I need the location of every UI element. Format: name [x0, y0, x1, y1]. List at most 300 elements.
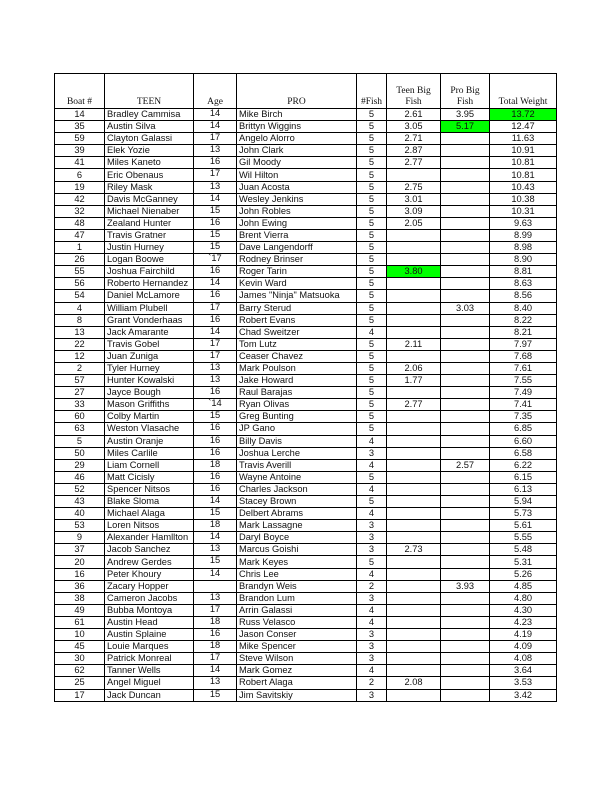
- cell-age: 16: [194, 423, 237, 435]
- cell-teen-big-fish: [387, 653, 441, 665]
- cell-total-weight: 5.61: [490, 520, 557, 532]
- cell-total-weight: 10.43: [490, 181, 557, 193]
- cell-pro: Angelo Alorro: [237, 133, 357, 145]
- cell-total-weight: 6.22: [490, 459, 557, 471]
- cell-boat: 41: [55, 157, 105, 169]
- table-row: [55, 109, 557, 121]
- cell-fish: 5: [357, 121, 387, 133]
- cell-teen-big-fish: [387, 326, 441, 338]
- cell-boat: 38: [55, 592, 105, 604]
- cell-total-weight: 7.68: [490, 350, 557, 362]
- cell-pro-big-fish: [441, 435, 490, 447]
- cell-teen-big-fish: 3.05: [387, 121, 441, 133]
- cell-teen: Zacary Hopper: [105, 580, 194, 592]
- cell-pro-big-fish: [441, 387, 490, 399]
- cell-teen: Juan Zuniga: [105, 350, 194, 362]
- cell-teen-big-fish: 2.08: [387, 677, 441, 689]
- cell-pro: Delbert Abrams: [237, 508, 357, 520]
- cell-pro-big-fish: [441, 532, 490, 544]
- cell-pro-big-fish: [441, 447, 490, 459]
- cell-age: 17: [194, 350, 237, 362]
- cell-fish: 4: [357, 665, 387, 677]
- table-row: [55, 314, 557, 326]
- cell-pro-big-fish: [441, 604, 490, 616]
- cell-total-weight: 7.55: [490, 375, 557, 387]
- cell-teen-big-fish: [387, 556, 441, 568]
- cell-pro-big-fish: [441, 181, 490, 193]
- cell-pro: Brent Vierra: [237, 229, 357, 241]
- header-fish: #Fish: [357, 74, 387, 109]
- cell-fish: 5: [357, 157, 387, 169]
- cell-pro-big-fish: 3.95: [441, 109, 490, 121]
- cell-teen-big-fish: 3.09: [387, 205, 441, 217]
- cell-age: 14: [194, 193, 237, 205]
- cell-age: 14: [194, 496, 237, 508]
- header-pro-big-fish-label: Pro Big Fish: [450, 86, 480, 107]
- cell-teen: Zealand Hunter: [105, 217, 194, 229]
- cell-teen: Miles Kaneto: [105, 157, 194, 169]
- cell-pro-big-fish: [441, 616, 490, 628]
- cell-teen: William Plubell: [105, 302, 194, 314]
- cell-age: 13: [194, 592, 237, 604]
- cell-total-weight: 4.23: [490, 616, 557, 628]
- cell-teen: Blake Sloma: [105, 496, 194, 508]
- cell-pro: Steve Wilson: [237, 653, 357, 665]
- cell-fish: 4: [357, 459, 387, 471]
- cell-fish: 5: [357, 133, 387, 145]
- cell-teen-big-fish: [387, 229, 441, 241]
- table-row: [55, 568, 557, 580]
- cell-boat: 53: [55, 520, 105, 532]
- cell-teen-big-fish: [387, 302, 441, 314]
- cell-fish: 3: [357, 520, 387, 532]
- cell-pro: Ryan Olivas: [237, 399, 357, 411]
- cell-teen-big-fish: [387, 471, 441, 483]
- cell-teen-big-fish: [387, 435, 441, 447]
- table-row: [55, 121, 557, 133]
- cell-age: 16: [194, 483, 237, 495]
- cell-total-weight: 5.31: [490, 556, 557, 568]
- cell-age: 14: [194, 109, 237, 121]
- cell-age: 17: [194, 169, 237, 181]
- header-teen-big-fish-label: Teen Big Fish: [396, 86, 431, 107]
- cell-teen-big-fish: [387, 496, 441, 508]
- cell-pro: Rodney Brinser: [237, 254, 357, 266]
- cell-boat: 22: [55, 338, 105, 350]
- cell-pro-big-fish: [441, 350, 490, 362]
- cell-fish: 5: [357, 205, 387, 217]
- cell-pro-big-fish: [441, 217, 490, 229]
- cell-teen: Andrew Gerdes: [105, 556, 194, 568]
- cell-age: 13: [194, 375, 237, 387]
- cell-age: 16: [194, 290, 237, 302]
- cell-boat: 61: [55, 616, 105, 628]
- cell-pro-big-fish: [441, 508, 490, 520]
- cell-fish: 5: [357, 145, 387, 157]
- cell-total-weight: 10.38: [490, 193, 557, 205]
- cell-boat: 43: [55, 496, 105, 508]
- cell-teen-big-fish: 2.77: [387, 157, 441, 169]
- cell-boat: 5: [55, 435, 105, 447]
- cell-teen: Daniel McLamore: [105, 290, 194, 302]
- cell-total-weight: 8.81: [490, 266, 557, 278]
- table-row: [55, 556, 557, 568]
- cell-teen-big-fish: [387, 520, 441, 532]
- cell-age: 14: [194, 121, 237, 133]
- cell-total-weight: 5.48: [490, 544, 557, 556]
- cell-boat: 42: [55, 193, 105, 205]
- cell-pro: Wesley Jenkins: [237, 193, 357, 205]
- cell-boat: 56: [55, 278, 105, 290]
- cell-teen-big-fish: [387, 387, 441, 399]
- cell-teen: Weston Vlasache: [105, 423, 194, 435]
- cell-pro-big-fish: 5.17: [441, 121, 490, 133]
- cell-teen: Austin Oranje: [105, 435, 194, 447]
- cell-pro: Mark Lassagne: [237, 520, 357, 532]
- table-row: [55, 689, 557, 701]
- table-row: [55, 302, 557, 314]
- cell-teen: Davis McGanney: [105, 193, 194, 205]
- cell-total-weight: 5.26: [490, 568, 557, 580]
- cell-pro: Roger Tarin: [237, 266, 357, 278]
- table-row: [55, 145, 557, 157]
- cell-pro-big-fish: [441, 375, 490, 387]
- cell-age: 13: [194, 362, 237, 374]
- cell-teen-big-fish: [387, 616, 441, 628]
- header-total-weight: Total Weight: [490, 74, 557, 109]
- cell-pro-big-fish: [441, 157, 490, 169]
- table-body: [55, 109, 557, 702]
- cell-teen: Michael Alaga: [105, 508, 194, 520]
- cell-age: `14: [194, 399, 237, 411]
- cell-teen: Travis Gobel: [105, 338, 194, 350]
- cell-teen: Austin Head: [105, 616, 194, 628]
- cell-boat: 27: [55, 387, 105, 399]
- cell-pro: Chris Lee: [237, 568, 357, 580]
- table-row: [55, 375, 557, 387]
- cell-fish: 5: [357, 314, 387, 326]
- cell-pro-big-fish: [441, 362, 490, 374]
- table-row: [55, 350, 557, 362]
- table-row: [55, 580, 557, 592]
- cell-age: [194, 580, 237, 592]
- cell-age: 15: [194, 411, 237, 423]
- cell-pro: Russ Velasco: [237, 616, 357, 628]
- cell-teen: Liam Cornell: [105, 459, 194, 471]
- cell-boat: 62: [55, 665, 105, 677]
- cell-boat: 37: [55, 544, 105, 556]
- cell-teen: Jayce Bough: [105, 387, 194, 399]
- cell-teen-big-fish: [387, 459, 441, 471]
- cell-boat: 8: [55, 314, 105, 326]
- cell-total-weight: 4.19: [490, 629, 557, 641]
- cell-fish: 5: [357, 362, 387, 374]
- header-pro: PRO: [237, 74, 357, 109]
- table-row: [55, 169, 557, 181]
- cell-teen: Spencer Nitsos: [105, 483, 194, 495]
- cell-boat: 50: [55, 447, 105, 459]
- table-row: [55, 629, 557, 641]
- cell-total-weight: 8.22: [490, 314, 557, 326]
- cell-age: 16: [194, 435, 237, 447]
- cell-total-weight: 6.13: [490, 483, 557, 495]
- cell-pro: Tom Lutz: [237, 338, 357, 350]
- cell-age: 15: [194, 205, 237, 217]
- cell-teen-big-fish: 2.05: [387, 217, 441, 229]
- cell-age: 16: [194, 266, 237, 278]
- cell-boat: 33: [55, 399, 105, 411]
- cell-teen: Austin Silva: [105, 121, 194, 133]
- cell-fish: 5: [357, 471, 387, 483]
- cell-boat: 29: [55, 459, 105, 471]
- table-row: [55, 254, 557, 266]
- cell-pro-big-fish: [441, 677, 490, 689]
- cell-teen-big-fish: [387, 629, 441, 641]
- cell-fish: 5: [357, 411, 387, 423]
- table-row: [55, 544, 557, 556]
- cell-pro: Greg Bunting: [237, 411, 357, 423]
- cell-age: 16: [194, 217, 237, 229]
- cell-fish: 2: [357, 580, 387, 592]
- cell-teen-big-fish: [387, 532, 441, 544]
- cell-age: `17: [194, 254, 237, 266]
- cell-fish: 4: [357, 616, 387, 628]
- cell-pro-big-fish: [441, 205, 490, 217]
- cell-fish: 5: [357, 496, 387, 508]
- cell-boat: 30: [55, 653, 105, 665]
- header-boat: Boat #: [55, 74, 105, 109]
- cell-age: 18: [194, 616, 237, 628]
- table-row: [55, 423, 557, 435]
- cell-age: 14: [194, 532, 237, 544]
- cell-total-weight: 10.81: [490, 157, 557, 169]
- table-row: [55, 616, 557, 628]
- table-row: [55, 508, 557, 520]
- cell-teen: Miles Carlile: [105, 447, 194, 459]
- cell-teen: Logan Boowe: [105, 254, 194, 266]
- cell-total-weight: 6.60: [490, 435, 557, 447]
- cell-boat: 9: [55, 532, 105, 544]
- table-row: [55, 193, 557, 205]
- cell-teen: Austin Splaine: [105, 629, 194, 641]
- cell-fish: 4: [357, 435, 387, 447]
- cell-fish: 5: [357, 399, 387, 411]
- cell-fish: 4: [357, 604, 387, 616]
- cell-teen-big-fish: [387, 689, 441, 701]
- cell-pro-big-fish: [441, 399, 490, 411]
- table-row: [55, 447, 557, 459]
- table-row: [55, 483, 557, 495]
- cell-teen: Louie Marques: [105, 641, 194, 653]
- table-row: [55, 653, 557, 665]
- cell-age: 18: [194, 520, 237, 532]
- cell-teen: Roberto Hernandez: [105, 278, 194, 290]
- cell-boat: 1: [55, 242, 105, 254]
- cell-pro: Jake Howard: [237, 375, 357, 387]
- cell-total-weight: 7.35: [490, 411, 557, 423]
- cell-teen: Tanner Wells: [105, 665, 194, 677]
- cell-age: 17: [194, 338, 237, 350]
- table-row: [55, 290, 557, 302]
- cell-total-weight: 7.49: [490, 387, 557, 399]
- cell-pro: John Clark: [237, 145, 357, 157]
- cell-boat: 32: [55, 205, 105, 217]
- table-row: [55, 459, 557, 471]
- table-row: [55, 338, 557, 350]
- cell-teen-big-fish: [387, 483, 441, 495]
- cell-fish: 5: [357, 193, 387, 205]
- cell-pro-big-fish: [441, 254, 490, 266]
- cell-teen: Angel Miguel: [105, 677, 194, 689]
- cell-pro-big-fish: [441, 314, 490, 326]
- cell-pro-big-fish: [441, 520, 490, 532]
- cell-teen: Joshua Fairchild: [105, 266, 194, 278]
- cell-pro-big-fish: [441, 689, 490, 701]
- cell-total-weight: 10.31: [490, 205, 557, 217]
- cell-fish: 3: [357, 592, 387, 604]
- cell-teen-big-fish: [387, 314, 441, 326]
- table-row: [55, 278, 557, 290]
- cell-fish: 3: [357, 544, 387, 556]
- cell-pro-big-fish: 3.03: [441, 302, 490, 314]
- cell-teen-big-fish: 2.11: [387, 338, 441, 350]
- cell-fish: 3: [357, 447, 387, 459]
- cell-age: 13: [194, 544, 237, 556]
- cell-age: 18: [194, 459, 237, 471]
- cell-total-weight: 5.94: [490, 496, 557, 508]
- cell-boat: 55: [55, 266, 105, 278]
- cell-age: 13: [194, 677, 237, 689]
- cell-pro: Stacey Brown: [237, 496, 357, 508]
- cell-pro-big-fish: [441, 665, 490, 677]
- cell-teen-big-fish: 2.73: [387, 544, 441, 556]
- cell-total-weight: 7.97: [490, 338, 557, 350]
- cell-total-weight: 8.98: [490, 242, 557, 254]
- cell-fish: 5: [357, 278, 387, 290]
- cell-fish: 5: [357, 242, 387, 254]
- cell-pro: Arrin Galassi: [237, 604, 357, 616]
- cell-pro-big-fish: [441, 326, 490, 338]
- cell-pro: Mark Keyes: [237, 556, 357, 568]
- cell-pro-big-fish: [441, 568, 490, 580]
- table-row: [55, 411, 557, 423]
- cell-pro: Mike Spencer: [237, 641, 357, 653]
- cell-pro-big-fish: [441, 556, 490, 568]
- cell-pro: Jason Conser: [237, 629, 357, 641]
- cell-teen-big-fish: [387, 411, 441, 423]
- cell-age: 17: [194, 653, 237, 665]
- cell-fish: 5: [357, 338, 387, 350]
- cell-age: 14: [194, 665, 237, 677]
- cell-teen: Peter Khoury: [105, 568, 194, 580]
- table-row: [55, 592, 557, 604]
- cell-boat: 45: [55, 641, 105, 653]
- cell-fish: 3: [357, 689, 387, 701]
- cell-total-weight: 8.90: [490, 254, 557, 266]
- cell-total-weight: 3.42: [490, 689, 557, 701]
- cell-total-weight: 8.21: [490, 326, 557, 338]
- cell-pro-big-fish: [441, 411, 490, 423]
- cell-fish: 4: [357, 483, 387, 495]
- cell-pro-big-fish: [441, 145, 490, 157]
- cell-total-weight: 3.53: [490, 677, 557, 689]
- cell-pro: Mark Poulson: [237, 362, 357, 374]
- cell-pro: Wil Hilton: [237, 169, 357, 181]
- cell-boat: 13: [55, 326, 105, 338]
- cell-total-weight: 4.80: [490, 592, 557, 604]
- cell-boat: 20: [55, 556, 105, 568]
- cell-teen-big-fish: [387, 604, 441, 616]
- cell-teen-big-fish: [387, 242, 441, 254]
- cell-fish: 2: [357, 677, 387, 689]
- cell-teen: Elek Yozie: [105, 145, 194, 157]
- table-row: [55, 217, 557, 229]
- cell-total-weight: 11.63: [490, 133, 557, 145]
- table-row: [55, 532, 557, 544]
- cell-total-weight: 7.41: [490, 399, 557, 411]
- cell-teen-big-fish: 3.01: [387, 193, 441, 205]
- cell-teen-big-fish: 2.77: [387, 399, 441, 411]
- cell-total-weight: 4.09: [490, 641, 557, 653]
- cell-teen-big-fish: 2.87: [387, 145, 441, 157]
- cell-boat: 60: [55, 411, 105, 423]
- cell-total-weight: 5.73: [490, 508, 557, 520]
- cell-teen: Hunter Kowalski: [105, 375, 194, 387]
- cell-teen-big-fish: [387, 592, 441, 604]
- header-row: [55, 74, 557, 109]
- cell-teen: Michael Nienaber: [105, 205, 194, 217]
- cell-boat: 25: [55, 677, 105, 689]
- header-pro-big-fish: [441, 74, 490, 109]
- cell-fish: 5: [357, 109, 387, 121]
- table-row: [55, 229, 557, 241]
- cell-teen: Loren Nitsos: [105, 520, 194, 532]
- header-teen: TEEN: [105, 74, 194, 109]
- cell-teen: Clayton Galassi: [105, 133, 194, 145]
- cell-pro: JP Gano: [237, 423, 357, 435]
- cell-total-weight: 3.64: [490, 665, 557, 677]
- cell-boat: 6: [55, 169, 105, 181]
- cell-pro: Brandyn Weis: [237, 580, 357, 592]
- cell-fish: 4: [357, 508, 387, 520]
- cell-boat: 54: [55, 290, 105, 302]
- cell-age: 18: [194, 641, 237, 653]
- cell-boat: 59: [55, 133, 105, 145]
- cell-total-weight: 8.40: [490, 302, 557, 314]
- table-row: [55, 471, 557, 483]
- cell-pro: Travis Averill: [237, 459, 357, 471]
- cell-teen: Travis Gratner: [105, 229, 194, 241]
- table-row: [55, 326, 557, 338]
- cell-age: 16: [194, 387, 237, 399]
- cell-pro-big-fish: [441, 133, 490, 145]
- cell-age: 14: [194, 278, 237, 290]
- cell-teen-big-fish: [387, 508, 441, 520]
- cell-fish: 5: [357, 556, 387, 568]
- cell-teen-big-fish: [387, 290, 441, 302]
- cell-total-weight: 12.47: [490, 121, 557, 133]
- table-row: [55, 181, 557, 193]
- cell-fish: 5: [357, 350, 387, 362]
- cell-total-weight: 9.63: [490, 217, 557, 229]
- cell-pro: Jim Savitskiy: [237, 689, 357, 701]
- cell-fish: 5: [357, 229, 387, 241]
- cell-total-weight: 6.15: [490, 471, 557, 483]
- cell-age: 15: [194, 508, 237, 520]
- cell-teen-big-fish: [387, 568, 441, 580]
- cell-fish: 3: [357, 641, 387, 653]
- cell-pro-big-fish: [441, 423, 490, 435]
